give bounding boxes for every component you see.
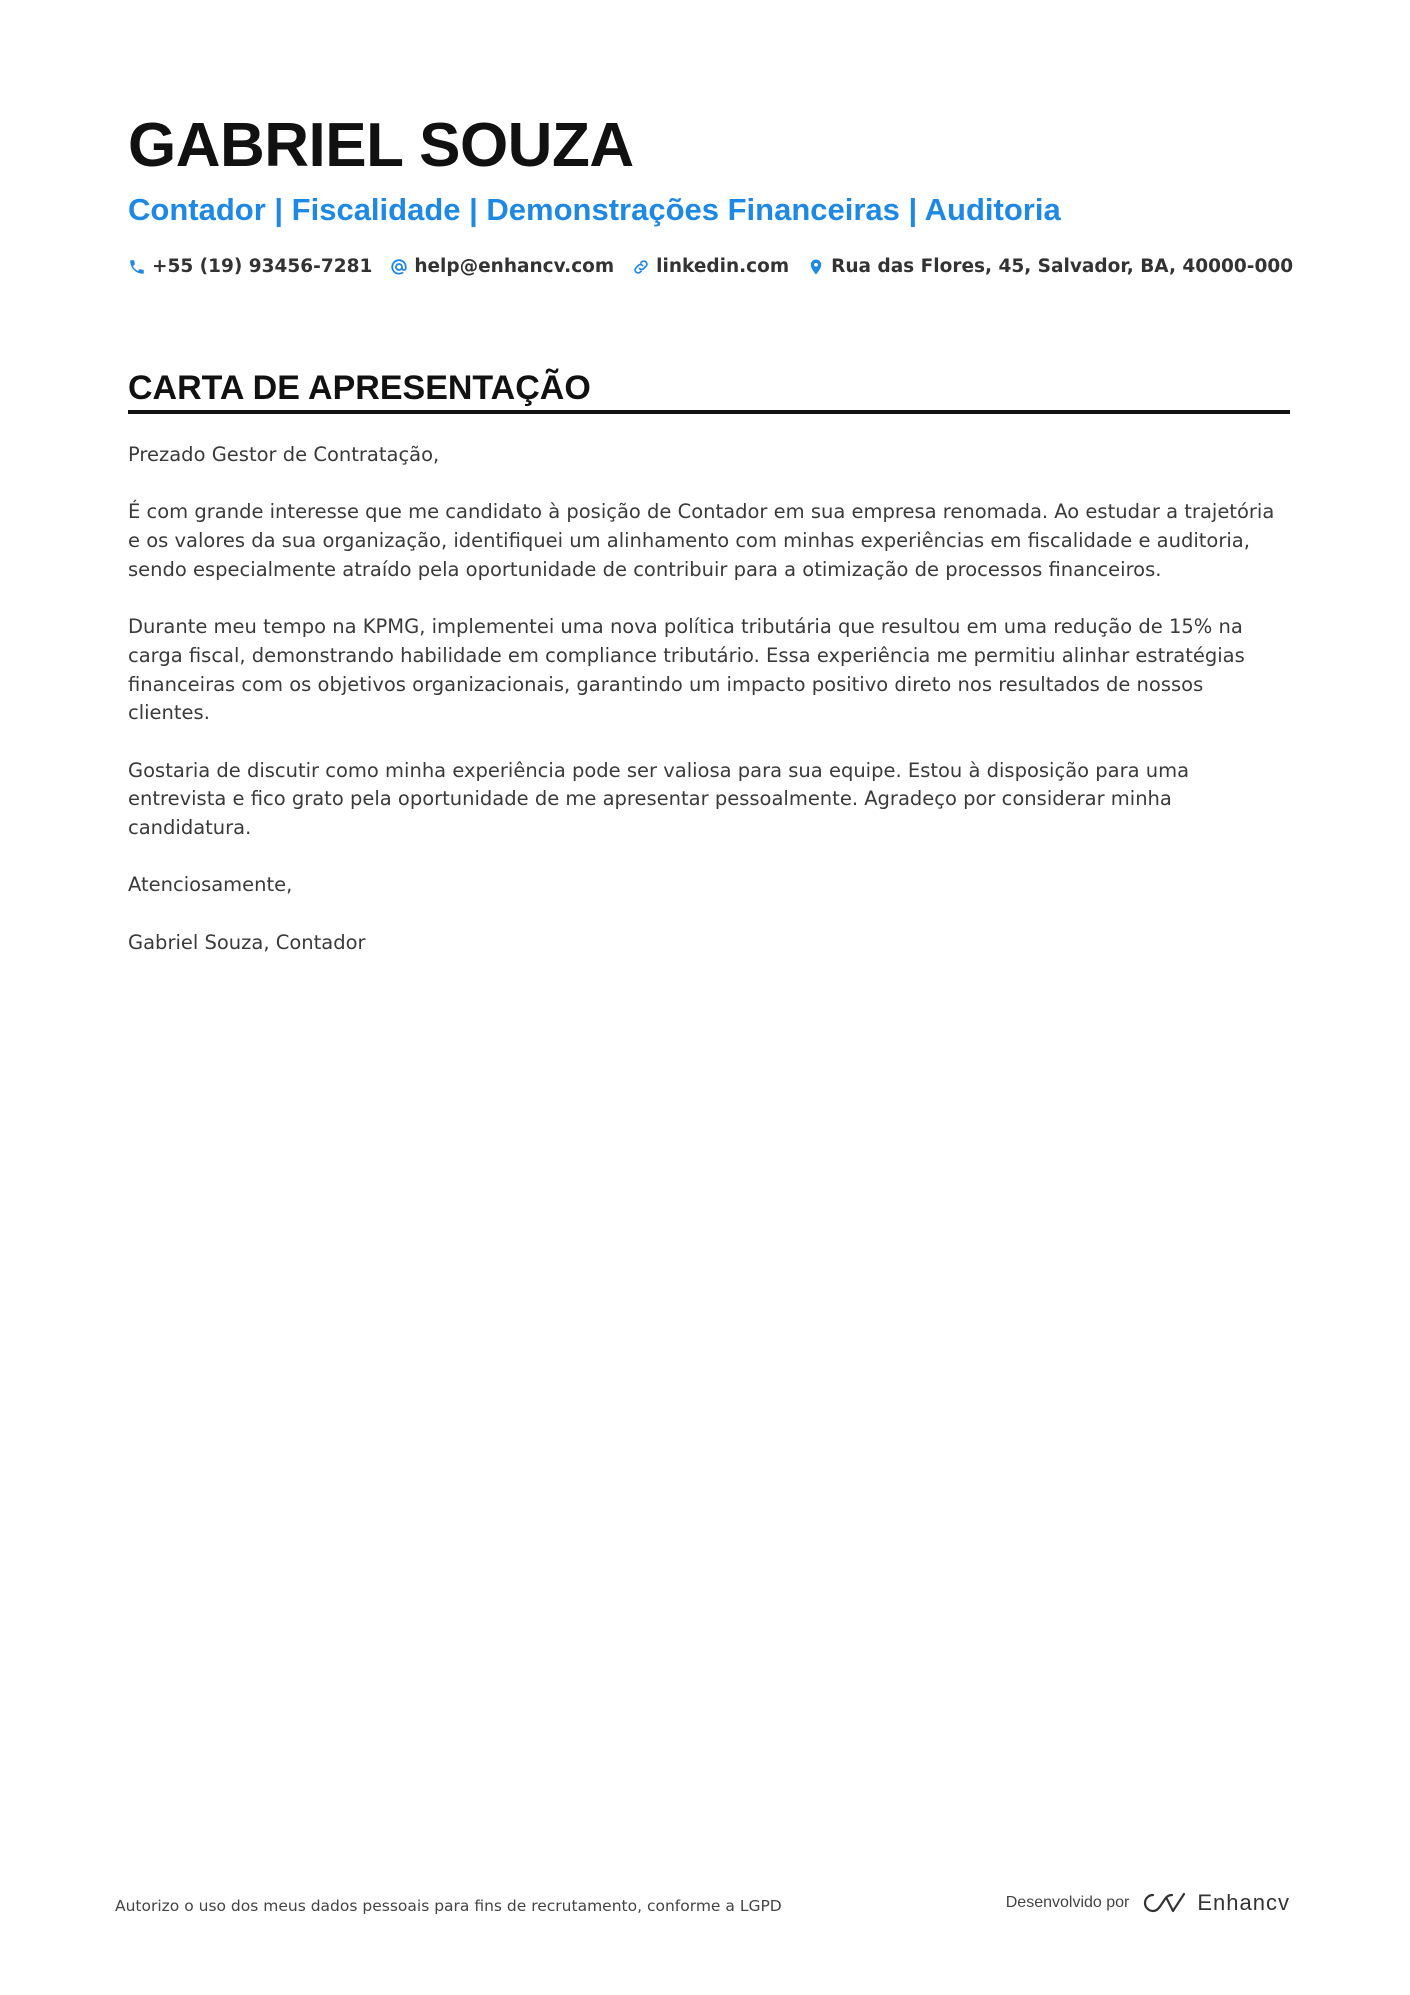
enhancv-logo-icon	[1141, 1890, 1187, 1916]
at-icon	[390, 258, 408, 276]
contact-address-text: Rua das Flores, 45, Salvador, BA, 40000-000	[831, 256, 1294, 277]
letter-closing: Atenciosamente,	[128, 873, 293, 897]
enhancv-brand-name: Enhancv	[1197, 1890, 1290, 1915]
powered-by	[1006, 1890, 1290, 1916]
contact-phone-text: +55 (19) 93456-7281	[152, 256, 373, 277]
letter-greeting: Prezado Gestor de Contratação,	[128, 443, 440, 466]
candidate-name: GABRIEL SOUZA	[128, 111, 634, 180]
letter-body	[128, 441, 1290, 986]
link-icon	[632, 258, 650, 276]
contact-address	[807, 253, 1293, 281]
cover-letter-page	[115, 0, 1294, 1995]
letter-paragraph-2: Durante meu tempo na KPMG, implementei uma nova política tributária que resultou em uma redução de 15% na carga fiscal, demonstrando habilidade em compliance tributário. Essa experiência me permitiu alinhar estratégias financeiras com os objetivos organizacionais, garantindo um impacto positivo direto nos resultados de nossos clientes.	[128, 615, 1245, 725]
contact-email[interactable]	[390, 253, 614, 281]
candidate-headline: Contador | Fiscalidade | Demonstrações Financeiras | Auditoria	[128, 192, 1061, 227]
letter-paragraph-3: Gostaria de discutir como minha experiência pode ser valiosa para sua equipe. Estou à disposição para uma entrevista e fico grato pela oportunidade de me apresentar pessoalmente. Agradeço por considerar minha candidatura.	[128, 758, 1190, 840]
section-title: CARTA DE APRESENTAÇÃO	[128, 369, 591, 407]
powered-by-label: Desenvolvido por	[1005, 1894, 1130, 1911]
contact-linkedin[interactable]	[632, 253, 789, 281]
privacy-consent: Autorizo o uso dos meus dados pessoais para fins de recrutamento, conforme a LGPD	[115, 1897, 782, 1915]
phone-icon	[128, 258, 146, 276]
contact-info	[128, 253, 1311, 281]
letter-paragraph-1: É com grande interesse que me candidato à posição de Contador em sua empresa renomada. Ao estudar a trajetória e os valores da sua organização, identifiquei um alinhamento com minhas experiências em fiscalidade e auditoria, sendo especialmente atraído pela oportunidade de contribuir para a otimização de processos financeiros.	[128, 500, 1275, 581]
location-pin-icon	[807, 258, 825, 276]
contact-phone	[128, 253, 372, 281]
contact-email-text: help@enhancv.com	[414, 256, 615, 277]
letter-signature: Gabriel Souza, Contador	[128, 930, 366, 954]
contact-linkedin-text: linkedin.com	[656, 256, 790, 277]
section-divider	[128, 410, 1290, 414]
